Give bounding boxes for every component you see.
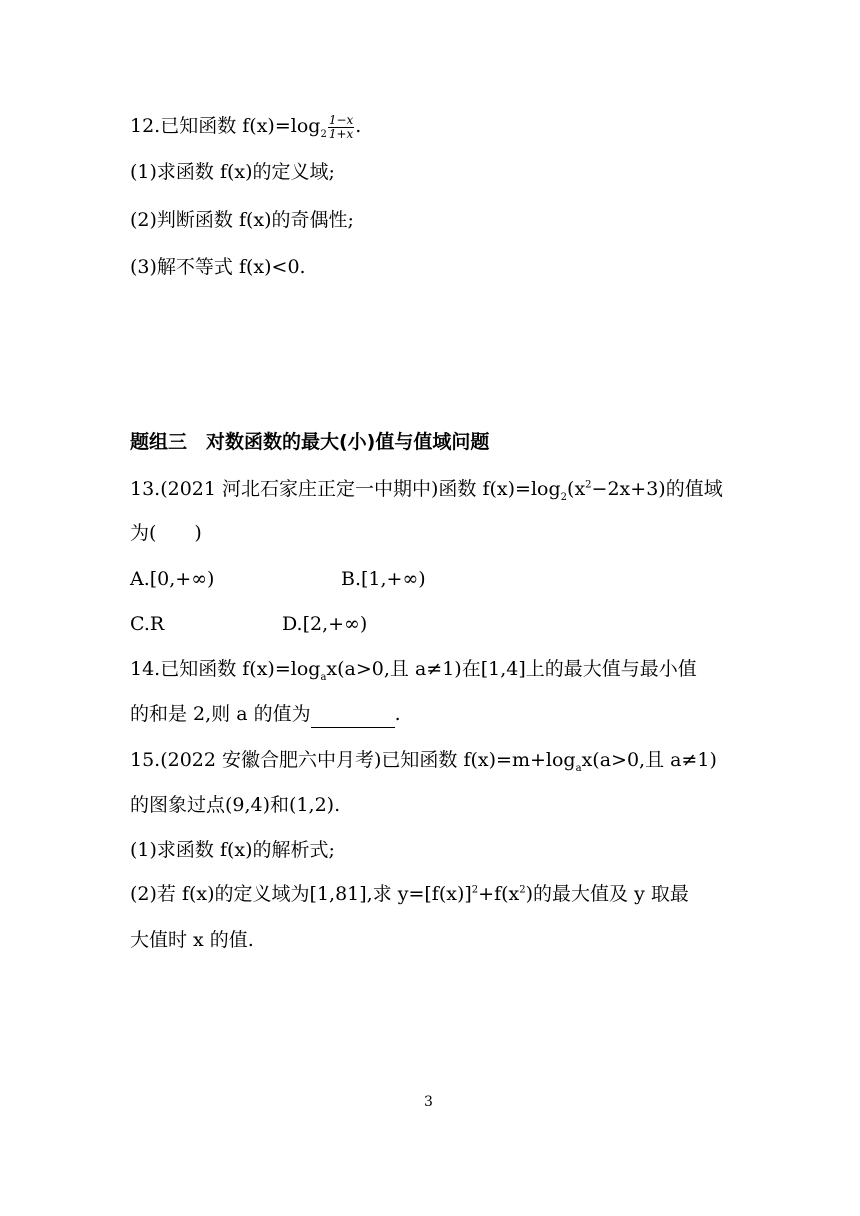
q12-stem-text: 12.已知函数 f(x)=log [130,115,321,137]
q12-part3: (3)解不等式 f(x)<0. [130,256,306,278]
q13-stem-mid: (x [567,478,586,500]
q12-stem [130,112,361,141]
q13-stem [130,475,723,503]
fraction [328,114,354,141]
fraction-denominator: 1+x [328,126,354,141]
q12-stem-end: . [355,115,362,137]
exponent: 2 [585,479,592,491]
log-base: 2 [320,128,327,140]
log-base: a [320,671,327,683]
log-base: 2 [560,491,568,503]
q14-line2-text: 的和是 2,则 a 的值为 [130,703,311,725]
q14-line2 [130,700,401,728]
q13-stem-line2: 为( ) [130,522,202,544]
q12-part1: (1)求函数 f(x)的定义域; [130,161,335,183]
q14-stem [130,655,697,683]
q12-part2: (2)判断函数 f(x)的奇偶性; [130,209,354,231]
q13-option-c: C.R [130,613,165,635]
q15-stem-end: x(a>0,且 a≠1) [581,749,717,771]
q13-option-d: D.[2,+∞) [282,613,368,635]
exponent: 2 [519,884,526,896]
q14-stem-text: 14.已知函数 f(x)=log [130,658,321,680]
q15-stem [130,746,717,774]
q15-part2-line2: 大值时 x 的值. [130,929,254,951]
section-heading: 题组三 对数函数的最大(小)值与值域问题 [130,431,490,453]
fraction-numerator: 1−x [328,112,354,127]
q13-option-a: A.[0,+∞) [130,568,215,590]
answer-blank [311,709,395,728]
q14-line2-end: . [394,703,401,725]
exponent: 2 [471,884,479,896]
q15-line2: 的图象过点(9,4)和(1,2). [130,794,341,816]
q14-stem-end: x(a>0,且 a≠1)在[1,4]上的最大值与最小值 [326,658,697,680]
q13-stem-end: −2x+3)的值域 [591,478,723,500]
log-base: a [575,762,582,774]
q15-part1: (1)求函数 f(x)的解析式; [130,839,335,861]
page-number: 3 [424,1094,433,1110]
q15-part2 [130,880,689,908]
q15-part2-mid: +f(x [478,883,520,905]
q15-part2-end: )的最大值及 y 取最 [525,883,689,905]
q13-stem-text: 13.(2021 河北石家庄正定一中期中)函数 f(x)=log [130,478,561,500]
q13-option-b: B.[1,+∞) [341,568,426,590]
q15-stem-text: 15.(2022 安徽合肥六中月考)已知函数 f(x)=m+log [130,749,576,771]
q15-part2-text: (2)若 f(x)的定义域为[1,81],求 y=[f(x)] [130,883,472,905]
